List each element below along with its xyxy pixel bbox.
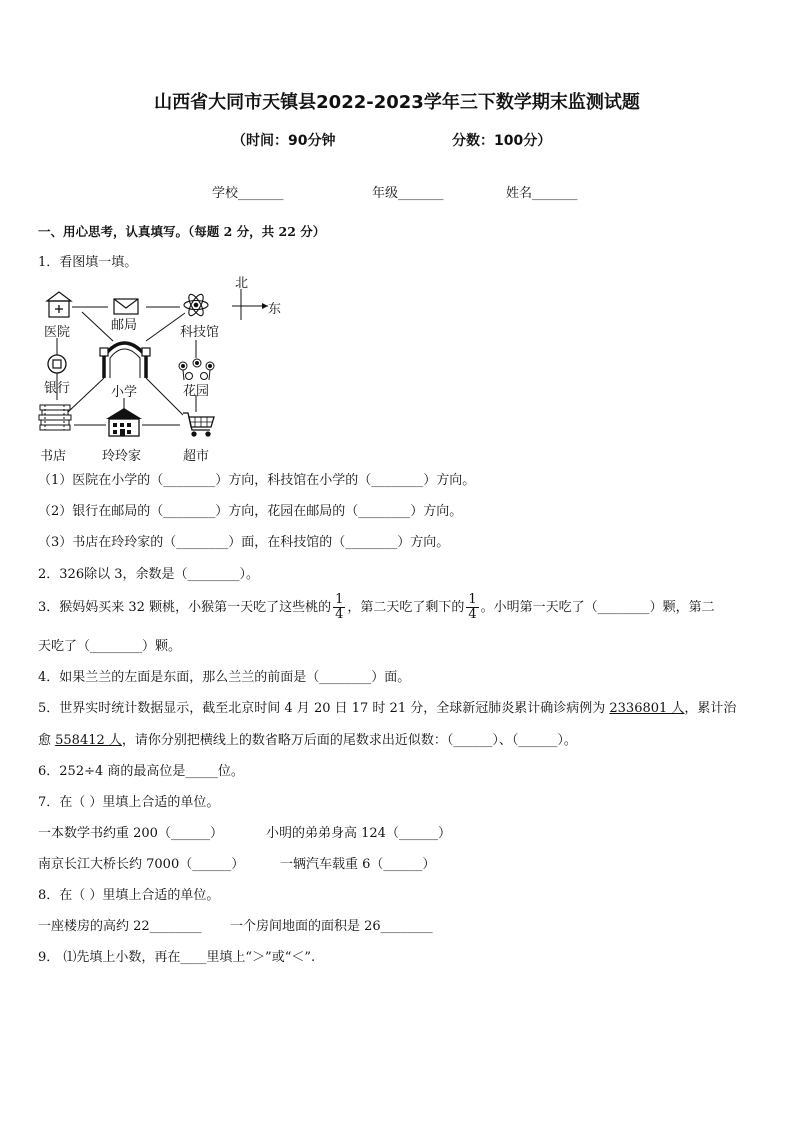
section-heading: 一、用心思考，认真填写。（每题 2 分，共 22 分） [38,224,326,239]
question-5-text-c: 愈 [38,733,56,748]
atom-icon [184,292,208,317]
shopping-cart-icon [183,413,214,436]
coin-icon [48,355,66,373]
school-arch-icon [100,343,150,378]
label-science: 科技馆 [180,325,220,340]
school-field[interactable]: 学校_______ [212,186,284,201]
question-3-line-2[interactable]: 天吃了（________）颗。 [38,639,182,654]
recovered-cases-number: 558412 人 [55,733,122,748]
grade-field[interactable]: 年级_______ [372,186,444,201]
question-1-part-1[interactable]: （1）医院在小学的（________）方向，科技馆在小学的（________）方向。 [38,473,476,488]
exam-score: 分数：100分） [452,133,552,149]
label-post: 邮局 [111,318,138,333]
fraction-one-quarter-b: $\frac{1}{4}$ [468,592,477,622]
question-3-text-a: 3．猴妈妈买来 32 颗桃，小猴第一天吃了这些桃的 [38,600,332,615]
fraction-one-quarter-a: $\frac{1}{4}$ [335,592,344,622]
label-supermarket: 超市 [183,449,210,464]
question-4[interactable]: 4．如果兰兰的左面是东面，那么兰兰的前面是（________）面。 [38,670,411,685]
label-bank: 银行 [44,381,71,396]
question-5-text-d: ，请你分别把横线上的数省略万后面的尾数求出近似数：（______）、（______）。 [121,733,577,748]
question-1-part-2[interactable]: （2）银行在邮局的（________）方向，花园在邮局的（________）方向。 [38,504,463,519]
label-east: 东 [268,302,282,317]
question-5[interactable] [38,697,736,716]
name-field[interactable]: 姓名_______ [506,186,578,201]
page-title: 山西省大同市天镇县2022-2023学年三下数学期末监测试题 [154,92,640,113]
label-school: 小学 [111,385,138,400]
question-7-b[interactable]: 小明的弟弟身高 124（______） [266,826,451,841]
books-icon [39,405,71,430]
question-7-c[interactable]: 南京长江大桥长约 7000（______） [38,857,245,872]
question-3-text-c: 。小明第一天吃了（________）颗，第二 [480,600,715,615]
map-lines [0,0,300,470]
house-icon [106,408,142,436]
question-3-text-b: ，第二天吃了剩下的 [347,600,465,615]
label-north: 北 [235,276,249,291]
question-5-line-2[interactable] [38,729,577,748]
question-5-text-a: 5．世界实时统计数据显示，截至北京时间 4 月 20 日 17 时 21 分，全球新冠肺炎累计确诊病例为 [38,701,610,716]
question-5-text-b: ，累计治 [684,701,737,716]
question-1-part-3[interactable]: （3）书店在玲玲家的（________）面，在科技馆的（________）方向。 [38,535,450,550]
exam-time: （时间：90分钟 [232,133,336,149]
question-2[interactable]: 2．326除以 3，余数是（________）。 [38,567,259,582]
flowers-icon [179,359,214,380]
question-7-stem: 7．在（ ）里填上合适的单位。 [38,795,220,810]
question-8-a[interactable]: 一座楼房的高约 22________ [38,919,202,934]
question-7-a[interactable]: 一本数学书约重 200（______） [38,826,223,841]
hospital-icon [47,292,71,317]
label-bookstore: 书店 [40,449,67,464]
envelope-icon [114,299,138,314]
question-8-stem: 8．在（ ）里填上合适的单位。 [38,888,220,903]
question-9[interactable]: 9． ⑴先填上小数，再在____里填上“＞”或“＜”. [38,950,316,965]
confirmed-cases-number: 2336801 人 [609,701,685,716]
question-1-stem: 1．看图填一填。 [38,255,138,270]
question-6[interactable]: 6．252÷4 商的最高位是_____位。 [38,764,244,779]
label-hospital: 医院 [44,325,71,340]
question-8-b[interactable]: 一个房间地面的面积是 26________ [230,919,433,934]
line-hospital-school [82,312,113,341]
label-home: 玲玲家 [102,449,142,464]
line-school-supermarket [146,378,183,415]
direction-map [0,0,794,470]
line-school-bookstore [68,378,104,412]
question-7-d[interactable]: 一辆汽车载重 6（______） [280,857,436,872]
label-garden: 花园 [183,384,210,399]
question-3[interactable] [38,593,715,622]
